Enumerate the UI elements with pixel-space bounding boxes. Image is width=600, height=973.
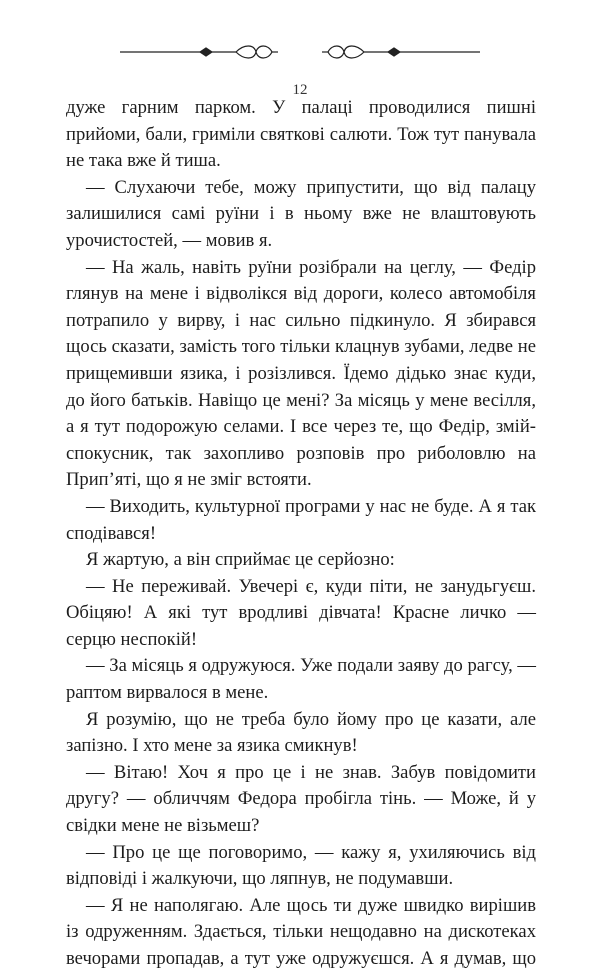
paragraph: — На жаль, навіть руїни розібрали на цеглу, — Федір глянув на мене і відволікся від дороги, колесо автомобіля потрапило у вирву, і нас сильно підкинуло. Я збирався щось сказати, замість того тільки клацнув зубами, ледве не прищемивши язика, і розізлився. Їдемо дідько знає куди, до його батьків. Навіщо це мені? За місяць у мене весілля, а я тут подорожую селами. І все через те, що Федір, змій-спокусник, так захопливо розповів про риболовлю на Прип’яті, що я не зміг встояти. [66, 256, 536, 491]
paragraph: дуже гарним парком. У палаці проводилися пишні прийоми, бали, гриміли святкові салюти. Тож тут панувала не така вже й тиша. [66, 97, 536, 172]
page-number: 12 [292, 82, 308, 98]
paragraph: — Слухаючи тебе, можу припустити, що від палацу залишилися самі руїни і в ньому вже не влаштовують урочистостей, — мовив я. [66, 176, 536, 251]
flourish-divider-icon [0, 38, 600, 68]
paragraph: — За місяць я одружуюся. Уже подали заяву до рагсу, — раптом вирвалося в мене. [66, 655, 536, 704]
paragraph: — Про це ще поговоримо, — кажу я, ухиляючись від відповіді і жалкуючи, що ляпнув, не подумавши. [66, 841, 536, 890]
paragraph: — Не переживай. Увечері є, куди піти, не занудьгуєш. Обіцяю! А які тут вродливі дівчата! Красне личко — серцю неспокій! [66, 575, 536, 650]
body-text [66, 95, 536, 973]
paragraph: Я розумію, що не треба було йому про це казати, але запізно. І хто мене за язика смикнув! [66, 708, 536, 757]
paragraph: Я жартую, а він сприймає це серйозно: [86, 549, 395, 571]
left-flourish-icon [120, 46, 278, 58]
paragraph: — Я не наполягаю. Але щось ти дуже швидко вирішив із одруженням. Здається, тільки нещодавно на дискотеках вечорами пропадав, а тут уже одружуєшся. А я думав, що [66, 894, 536, 969]
paragraph: — Виходить, культурної програми у нас не буде. А я так сподівався! [66, 495, 536, 544]
paragraph: — Вітаю! Хоч я про це і не знав. Забув повідомити другу? — обличчям Федора пробігла тінь. — Може, й у свідки мене не візьмеш? [66, 761, 536, 837]
right-flourish-icon [322, 46, 480, 58]
page-header [0, 38, 600, 98]
